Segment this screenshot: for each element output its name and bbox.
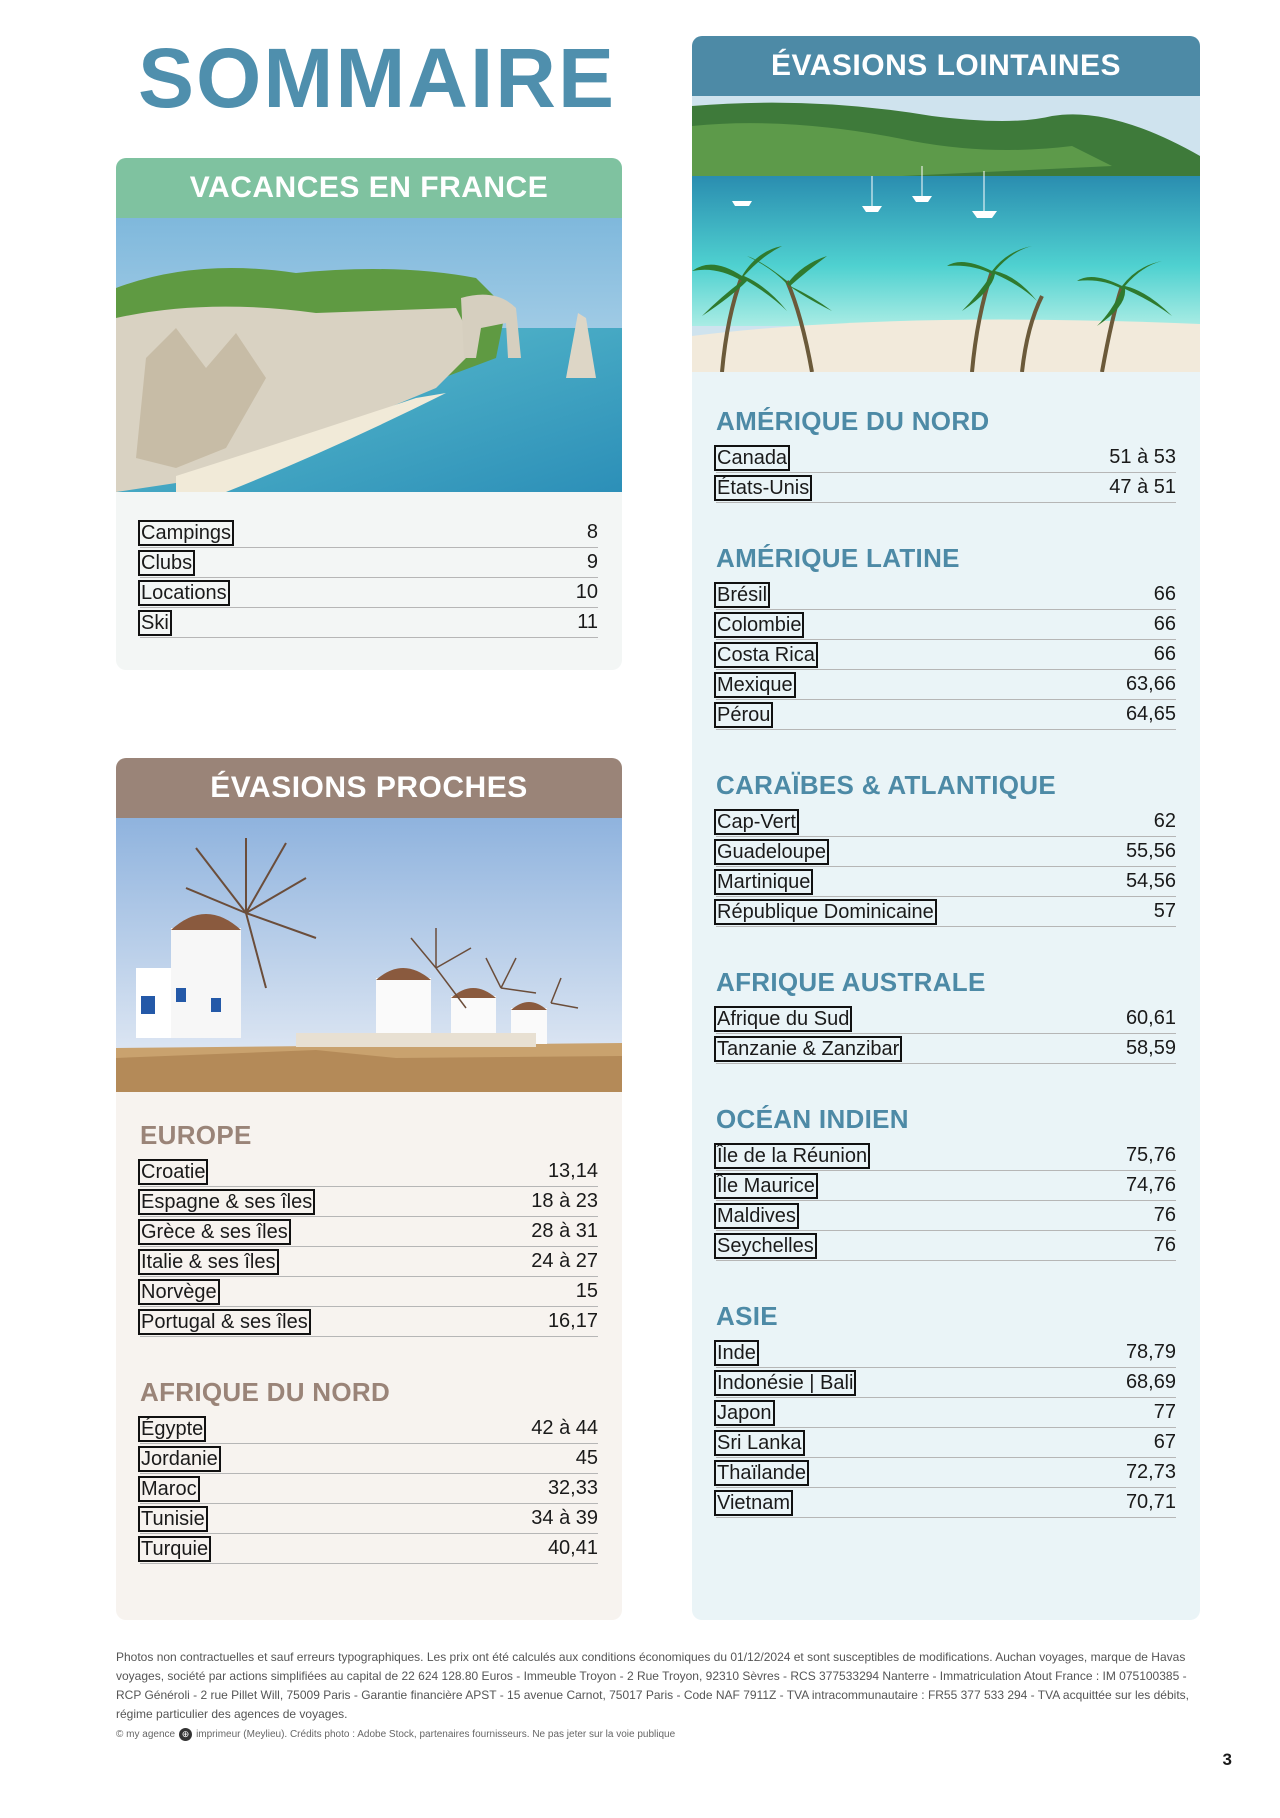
toc-entry[interactable] (716, 640, 1176, 670)
destination-name[interactable]: Guadeloupe (717, 840, 826, 863)
toc-entry[interactable] (716, 443, 1176, 473)
region-title: CARAÏBES & ATLANTIQUE (716, 770, 1056, 800)
entries-list (140, 1120, 598, 1604)
toc-entry[interactable] (140, 1277, 598, 1307)
toc-entry[interactable] (716, 1398, 1176, 1428)
region-block (716, 770, 1176, 927)
legal-notice: Photos non contractuelles et sauf erreurs typographiques. Les prix ont été calculés aux conditions économiques du 01/12/2024 et sont susceptibles de modifications. Auchan voyages, marque de Havas voyages, société par actions simplifiées au capital de 22 624 128.80 Euros - Immeuble Troyon - 2 Rue Troyon, 92310 Sèvres - RCS 377533294 Nanterre - Immatriculation Atout France : IM 075100385 - RCP Généroli - 2 rue Pillet Will, 75009 Paris - Garantie financière APST - 15 avenue Carnot, 75017 Paris - Code NAF 7911Z - TVA intracommunautaire : FR55 377 533 294 - TVA acquittée sur les débits, régime particulier des agences de voyages. (116, 1650, 1189, 1721)
toc-entry[interactable] (716, 1368, 1176, 1398)
destination-name[interactable]: Vietnam (717, 1491, 791, 1514)
section-banner: ÉVASIONS LOINTAINES (692, 36, 1200, 96)
toc-entry[interactable] (716, 837, 1176, 867)
toc-entry[interactable] (140, 1217, 598, 1247)
page-title: SOMMAIRE (138, 31, 616, 125)
destination-name[interactable]: Île de la Réunion (717, 1144, 868, 1167)
region-title: AMÉRIQUE LATINE (716, 543, 960, 573)
section-banner: ÉVASIONS PROCHES (116, 758, 622, 818)
toc-entry[interactable] (716, 610, 1176, 640)
destination-name[interactable]: Japon (717, 1401, 772, 1424)
destination-name[interactable]: Brésil (717, 583, 768, 606)
credits-line (116, 1728, 675, 1741)
region-block (140, 1120, 598, 1337)
page-reference: 32,33 (547, 1477, 598, 1499)
destination-name[interactable]: Espagne & ses îles (141, 1190, 313, 1213)
toc-entry[interactable] (140, 1534, 598, 1564)
toc-entry[interactable] (716, 1488, 1176, 1518)
region-block (716, 1301, 1176, 1518)
destination-name[interactable]: Tunisie (141, 1507, 205, 1530)
region-title: EUROPE (140, 1120, 252, 1150)
page-reference: 51 à 53 (1109, 446, 1176, 468)
toc-entry[interactable] (716, 1004, 1176, 1034)
toc-entry[interactable] (716, 670, 1176, 700)
region-title: AFRIQUE DU NORD (140, 1377, 391, 1407)
toc-entry[interactable] (140, 1444, 598, 1474)
page-reference: 18 à 23 (531, 1190, 598, 1212)
page-reference: 58,59 (1125, 1037, 1176, 1059)
destination-name[interactable]: États-Unis (717, 476, 810, 499)
toc-entry[interactable] (716, 1201, 1176, 1231)
page-reference: 75,76 (1125, 1144, 1176, 1166)
toc-entry[interactable] (716, 1338, 1176, 1368)
destination-name[interactable]: Campings (141, 521, 232, 544)
section-banner: VACANCES EN FRANCE (116, 158, 622, 218)
destination-name[interactable]: Grèce & ses îles (141, 1220, 288, 1243)
toc-entry[interactable] (716, 897, 1176, 927)
destination-name[interactable]: Colombie (717, 613, 802, 636)
destination-name[interactable]: Ski (141, 611, 169, 634)
region-block (716, 1104, 1176, 1261)
page-reference: 40,41 (547, 1537, 598, 1559)
destination-name[interactable]: Seychelles (717, 1234, 814, 1257)
destination-name[interactable]: Inde (717, 1341, 756, 1364)
page-reference: 13,14 (547, 1160, 598, 1182)
toc-entry[interactable] (716, 807, 1176, 837)
entries-list (716, 406, 1176, 1558)
page-reference: 15 (575, 1280, 598, 1302)
page-reference: 74,76 (1125, 1174, 1176, 1196)
destination-name[interactable]: Pérou (717, 703, 771, 726)
destination-name[interactable]: Costa Rica (717, 643, 815, 666)
page-reference: 47 à 51 (1109, 476, 1176, 498)
page-reference: 8 (586, 521, 598, 543)
credits-text: imprimeur (Meylieu). Crédits photo : Adobe Stock, partenaires fournisseurs. Ne pas jeter sur la voie publique (196, 1729, 676, 1740)
toc-entry[interactable] (140, 1187, 598, 1217)
page-reference: 78,79 (1125, 1341, 1176, 1363)
section-vacances-france (116, 158, 622, 670)
destination-name[interactable]: Mexique (717, 673, 793, 696)
page-reference: 55,56 (1125, 840, 1176, 862)
destination-name[interactable]: Turquie (141, 1537, 209, 1560)
tropical-beach-photo (692, 96, 1200, 372)
destination-name[interactable]: Île Maurice (717, 1174, 815, 1197)
page-reference: 57 (1153, 900, 1176, 922)
page-reference: 34 à 39 (531, 1507, 598, 1529)
destination-name[interactable]: Cap-Vert (717, 810, 796, 833)
agency-label: © my agence (116, 1729, 176, 1740)
destination-name[interactable]: Croatie (141, 1160, 206, 1183)
toc-entry[interactable] (716, 1034, 1176, 1064)
region-title: AFRIQUE AUSTRALE (716, 967, 986, 997)
page-reference: 9 (586, 551, 598, 573)
destination-name[interactable]: Indonésie | Bali (717, 1371, 854, 1394)
page-reference: 63,66 (1125, 673, 1176, 695)
toc-entry[interactable] (716, 1428, 1176, 1458)
page-reference: 66 (1153, 613, 1176, 635)
toc-entry[interactable] (140, 1247, 598, 1277)
region-title: OCÉAN INDIEN (716, 1104, 909, 1134)
page-reference: 24 à 27 (531, 1250, 598, 1272)
destination-name[interactable]: Canada (717, 446, 788, 469)
toc-entry[interactable] (140, 1414, 598, 1444)
toc-entry[interactable] (716, 867, 1176, 897)
region-title: ASIE (716, 1301, 778, 1331)
destination-name[interactable]: Sri Lanka (717, 1431, 802, 1454)
page-number: 3 (1222, 1750, 1232, 1769)
toc-entry[interactable] (716, 1171, 1176, 1201)
page-reference: 60,61 (1125, 1007, 1176, 1029)
toc-entry[interactable] (140, 548, 598, 578)
toc-entry[interactable] (140, 578, 598, 608)
toc-entry[interactable] (716, 1458, 1176, 1488)
toc-entry[interactable] (716, 1141, 1176, 1171)
toc-entry[interactable] (140, 1157, 598, 1187)
destination-name[interactable]: République Dominicaine (717, 900, 934, 923)
destination-name[interactable]: Maroc (141, 1477, 197, 1500)
page-reference: 42 à 44 (531, 1417, 598, 1439)
page-reference: 54,56 (1125, 870, 1176, 892)
printer-logo-icon: ⊕ (179, 1728, 192, 1741)
toc-entry[interactable] (716, 700, 1176, 730)
page-reference: 16,17 (547, 1310, 598, 1332)
toc-entry[interactable] (140, 518, 598, 548)
toc-entry[interactable] (716, 580, 1176, 610)
destination-name[interactable]: Tanzanie & Zanzibar (717, 1037, 900, 1060)
toc-entry[interactable] (140, 1307, 598, 1337)
page-reference: 11 (577, 611, 598, 633)
page-reference: 77 (1153, 1401, 1176, 1423)
destination-name[interactable]: Maldives (717, 1204, 796, 1227)
page-reference: 62 (1153, 810, 1176, 832)
page-reference: 10 (575, 581, 598, 603)
page-reference: 72,73 (1125, 1461, 1176, 1483)
region-title: AMÉRIQUE DU NORD (716, 406, 990, 436)
section-evasions-proches (116, 758, 622, 1620)
destination-name[interactable]: Martinique (717, 870, 811, 893)
destination-name[interactable]: Italie & ses îles (141, 1250, 276, 1273)
page-reference: 66 (1153, 643, 1176, 665)
region-block (140, 1377, 598, 1564)
toc-entry[interactable] (716, 1231, 1176, 1261)
page-reference: 70,71 (1125, 1491, 1176, 1513)
page-reference: 64,65 (1125, 703, 1176, 725)
destination-name[interactable]: Jordanie (141, 1447, 218, 1470)
page-reference: 45 (575, 1447, 598, 1469)
destination-name[interactable]: Afrique du Sud (717, 1007, 850, 1030)
toc-entry[interactable] (716, 473, 1176, 503)
destination-name[interactable]: Portugal & ses îles (141, 1310, 308, 1333)
destination-name[interactable]: Norvège (141, 1280, 217, 1303)
toc-entry[interactable] (140, 608, 598, 638)
toc-entry[interactable] (140, 1504, 598, 1534)
page-reference: 76 (1153, 1234, 1176, 1256)
page-reference: 68,69 (1125, 1371, 1176, 1393)
windmills-photo (116, 818, 622, 1092)
destination-name[interactable]: Thaïlande (717, 1461, 806, 1484)
destination-name[interactable]: Clubs (141, 551, 193, 574)
cliffs-photo (116, 218, 622, 492)
destination-name[interactable]: Égypte (141, 1417, 204, 1440)
section-evasions-lointaines (692, 36, 1200, 1620)
page-reference: 76 (1153, 1204, 1176, 1226)
page-reference: 66 (1153, 583, 1176, 605)
page-reference: 67 (1153, 1431, 1176, 1453)
region-block (716, 543, 1176, 730)
entries-list (140, 518, 598, 638)
destination-name[interactable]: Locations (141, 581, 227, 604)
page-reference: 28 à 31 (531, 1220, 598, 1242)
region-block (716, 406, 1176, 503)
region-block (716, 967, 1176, 1064)
toc-entry[interactable] (140, 1474, 598, 1504)
